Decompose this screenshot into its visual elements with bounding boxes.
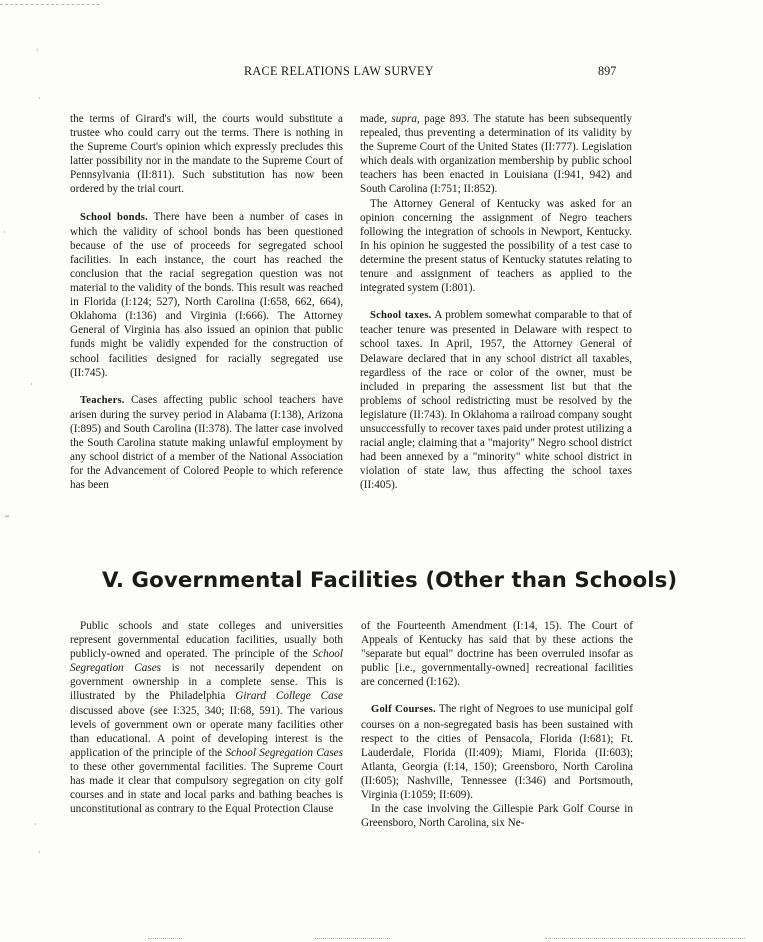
case-name-italic-3: School Segregation Cases — [225, 746, 343, 759]
statute-text-a: made, — [360, 113, 392, 125]
case-name-italic-2: Girard College Case — [235, 690, 343, 703]
golf-courses-text: The right of Negroes to use municipal golf courses on a non-segregated basis has been sustained with respect to the cities of Pensacola, Florida (I:681); Ft. Lauderdale, Florida (II:409); Miami, Florida (II:603); Atlanta, Georgia (I:14, 150); Greensboro, North Carolina (II:605); Nashville, Tennessee (I:346) and Portsmouth, Virginia (I:1059; II:609). — [361, 703, 633, 802]
margin-mark: · — [38, 848, 41, 857]
girard-continuation-paragraph: the terms of Girard's will, the courts would substitute a trustee who could carry out the terms. There is nothing in the Supreme Court's opinion which expressly precludes this latter possibility nor in the mandate to the Supreme Court of Pennsylvania (II:811). Such substitution has now been ordered by the trial court. — [70, 113, 343, 196]
bottom-scan-line — [315, 938, 390, 939]
left-column-lower — [70, 619, 343, 816]
left-column-upper — [70, 112, 343, 492]
public-schools-text-4: to these other governmental facilities. The Supreme Court has made it clear that compulsory segregation on city golf courses and in state and local parks and bathing beaches is unconstitutional as contrary to the Equal Protection Clause — [70, 760, 343, 816]
section-heading: V. Governmental Facilities (Other than Schools) — [102, 568, 678, 593]
gillespie-park-paragraph: In the case involving the Gillespie Park Golf Course in Greensboro, North Carolina, six Ne- — [361, 803, 633, 830]
case-name-italic-1: School Segregation Cases — [70, 648, 343, 675]
margin-mark: · — [3, 228, 6, 237]
school-bonds-heading: School bonds. — [80, 211, 148, 223]
golf-courses-heading: Golf Courses. — [371, 704, 436, 716]
public-schools-text-1: Public schools and state colleges and universities represent governmental education facilities, usually both publicly-owned and operated. The principle of the — [70, 620, 343, 661]
public-schools-paragraph — [70, 619, 343, 816]
bottom-scan-line — [148, 938, 182, 939]
margin-mark: · — [34, 820, 37, 829]
bottom-scan-line — [545, 938, 745, 939]
golf-courses-paragraph — [361, 702, 633, 802]
teachers-text: Cases affecting public school teachers have arisen during the survey period in Alabama (I:138), Arizona (I:895) and South Carolina (II:378). The latter case involved the South Carolina statute making unlawful employment by any school district of a member of the National Association for the Advancement of Colored People to which reference has been — [70, 393, 343, 492]
running-header-title: RACE RELATIONS LAW SURVEY — [244, 64, 434, 78]
fourteenth-amendment-paragraph: of the Fourteenth Amendment (I:14, 15). The Court of Appeals of Kentucky has said that by these actions the "separate but equal" doctrine has been overruled insofar as public [i.e., governmentally-owned] recreational facilities are concerned (I:162). — [361, 620, 633, 689]
school-taxes-text: A problem somewhat comparable to that of teacher tenure was presented in Delaware with respect to school taxes. In April, 1957, the Attorney General of Delaware declared that in any school district all taxables, regardless of the race or color of the owner, must be included in preparing the assessment list but that the problems of school redistricting must be resolved by the legislature (II:743). In Oklahoma a railroad company sought unsuccessfully to recover taxes paid under protest utilizing a racial angle; claiming that a "majority" Negro school district had been annexed by a "minority" white school district in violation of state law, thus affecting the school taxes (II:405). — [360, 309, 633, 492]
statute-text-b: page 893. The statute has been subsequently repealed, thus preventing a determination of its validity by the Supreme Court of the United States (II:777). Legislation which deals with organization membership by public school teachers has been enacted in Louisiana (I:941, 942) and South Carolina (I:751; II:852). — [360, 113, 632, 196]
margin-mark: ~ — [5, 512, 10, 521]
teachers-heading: Teachers. — [80, 394, 125, 406]
teachers-paragraph — [70, 393, 343, 493]
top-dashed-rule — [0, 4, 100, 5]
kentucky-ag-paragraph: The Attorney General of Kentucky was asked for an opinion concerning the assignment of Negro teachers following the integration of schools in Newport, Kentucky. In his opinion he suggested the possibility of a test case to determine the present status of Kentucky statutes relating to tenure and assignment of teachers as applied to the integrated system (I:801). — [360, 197, 632, 295]
school-bonds-paragraph — [70, 210, 343, 380]
page-number: 897 — [598, 64, 617, 78]
supra-italic: supra, — [391, 113, 420, 125]
school-taxes-paragraph — [360, 308, 632, 492]
right-column-lower — [361, 619, 633, 830]
margin-mark: · — [36, 46, 39, 55]
margin-mark: · — [38, 94, 41, 103]
public-schools-text-3: discussed above (see I:325, 340; II:68, 591). The various levels of government own or operate many facilities other than educational. A point of developing interest is the application of the principle of the — [70, 704, 343, 759]
school-taxes-heading: School taxes. — [370, 310, 432, 322]
public-schools-text-2: is not necessarily dependent on government ownership in a complete sense. This is illustrated by the Philadelphia — [70, 662, 343, 703]
margin-mark: · — [30, 380, 33, 389]
right-column-upper — [360, 112, 632, 492]
school-bonds-text: There have been a number of cases in which the validity of school bonds has been questioned because of the use of proceeds for segregated school facilities. In each instance, the court has reached the conclusion that the racial segregation question was not material to the validity of the bonds. This result was reached in Florida (I:124; 527), North Carolina (I:658, 662, 664), Oklahoma (I:136) and Virginia (I:666). The Attorney General of Virginia has also issued an opinion that public funds might be validly expended for the construction of school facilities designed for racially segregated use (II:745). — [70, 210, 343, 379]
statute-paragraph — [360, 112, 632, 197]
